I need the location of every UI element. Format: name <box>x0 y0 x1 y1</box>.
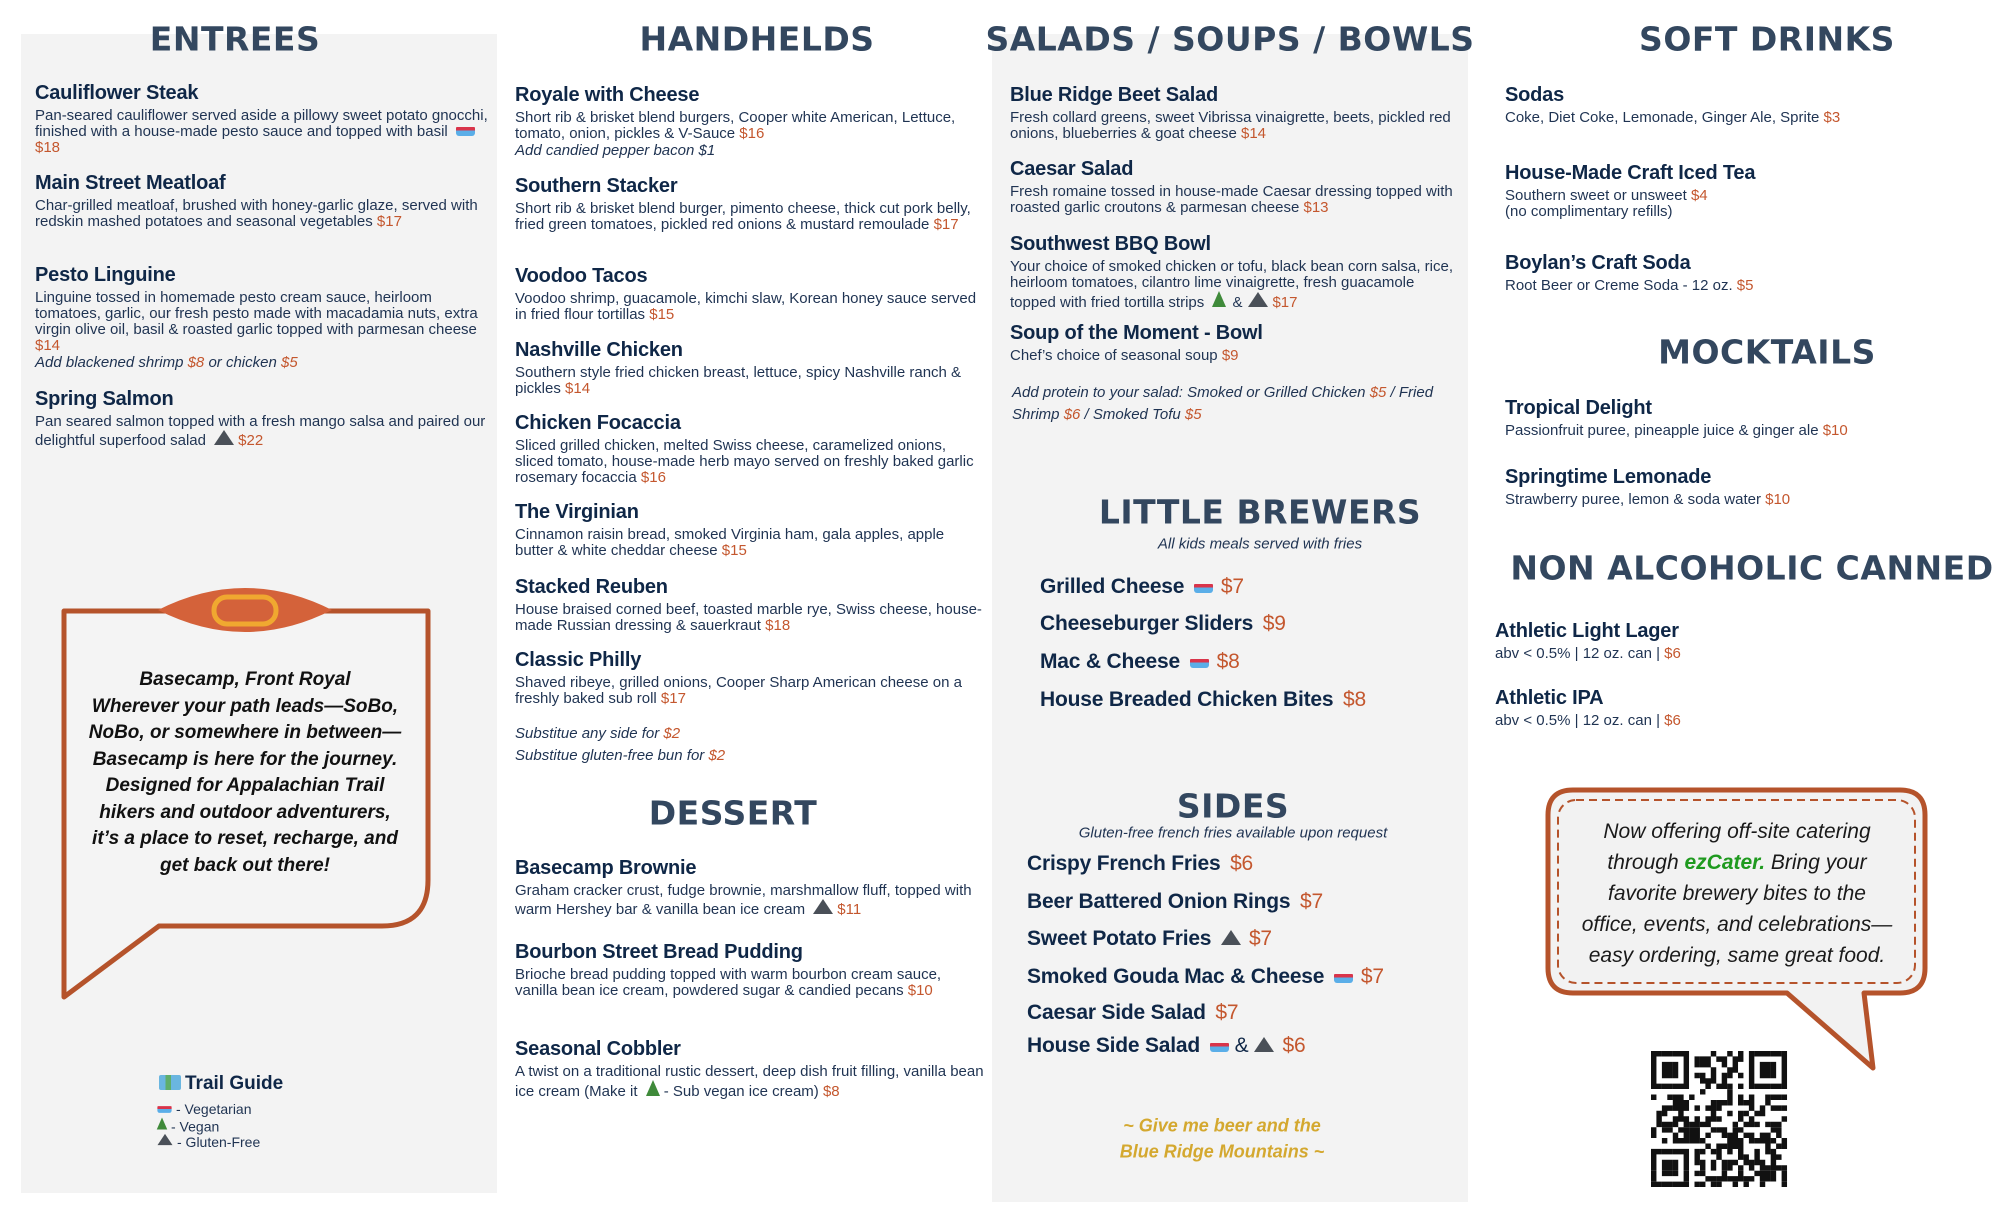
item-description <box>515 291 985 323</box>
menu-item <box>1027 890 1323 914</box>
item-description <box>515 438 985 486</box>
mountain-gluten-free-icon <box>158 1134 173 1145</box>
item-name: Mac & Cheese <box>1040 650 1180 673</box>
item-price: $8 <box>822 1083 840 1100</box>
item-description <box>35 290 490 354</box>
item-name: Crispy French Fries <box>1027 852 1221 875</box>
description-text: Char-grilled meatloaf, brushed with honey-garlic glaze, served with redskin mashed potatoes and seasonal vegetables <box>35 197 478 230</box>
item-price: $6 <box>1664 645 1681 662</box>
icon-joiner: & <box>1232 294 1243 311</box>
map-icon <box>159 1075 181 1090</box>
legend-label: - Gluten-Free <box>177 1134 261 1150</box>
item-price: $16 <box>640 469 666 486</box>
description-text: Passionfruit puree, pineapple juice & ginger ale <box>1505 422 1819 439</box>
item-price: $13 <box>1303 199 1329 216</box>
description-text: Short rib & brisket blend burgers, Cooper white American, Lettuce, tomato, onion, pickles & V-Sauce <box>515 109 956 142</box>
description-text: A twist on a traditional rustic dessert, deep dish fruit filling, vanilla bean ice cream (Make it <box>515 1063 984 1100</box>
menu-item <box>1040 650 1240 674</box>
note-price: $2 <box>663 725 681 742</box>
menu-item <box>515 576 985 634</box>
item-description <box>1010 348 1460 364</box>
item-description <box>1010 110 1460 142</box>
catering-line: favorite brewery bites to the <box>1608 882 1866 905</box>
note-price: $5 <box>280 354 298 371</box>
item-price: $10 <box>1822 422 1848 439</box>
item-price: $18 <box>765 617 791 634</box>
menu-item <box>515 857 985 918</box>
description-text: Linguine tossed in homemade pesto cream sauce, heirloom tomatoes, garlic, our fresh pesto made with macadamia nuts, extra virgin olive oil, basil & roasted garlic topped with parmesan cheese <box>35 289 478 338</box>
item-name: Soup of the Moment - Bowl <box>1010 322 1263 344</box>
menu-item <box>1027 1034 1305 1058</box>
menu-item <box>515 649 985 707</box>
description-text: Cinnamon raisin bread, smoked Virginia ham, gala apples, apple butter & white cheddar cheese <box>515 526 945 559</box>
menu-item <box>1505 162 1965 220</box>
description-text-2: - Sub vegan ice cream) <box>663 1083 819 1100</box>
callout-line: NoBo, or somewhere in between— <box>88 722 402 743</box>
item-description <box>515 883 985 918</box>
item-name: Main Street Meatloaf <box>35 172 226 194</box>
item-name: Spring Salmon <box>35 388 174 410</box>
menu-item <box>1040 575 1244 599</box>
description-text: Southern style fried chicken breast, lettuce, spicy Nashville ranch & pickles <box>515 364 962 397</box>
item-description <box>35 198 490 230</box>
canoe-vegetarian-icon <box>456 127 475 136</box>
item-name: Pesto Linguine <box>35 264 176 286</box>
callout-line: Basecamp is here for the journey. <box>92 748 398 770</box>
menu-item <box>1505 252 1965 294</box>
item-name: Caesar Side Salad <box>1027 1001 1206 1024</box>
description-text: Southern sweet or unsweet <box>1505 187 1687 204</box>
item-price: $18 <box>35 139 61 156</box>
canoe-vegetarian-icon <box>1334 974 1353 983</box>
item-price: $5 <box>1736 277 1754 294</box>
item-name: Bourbon Street Bread Pudding <box>515 941 803 963</box>
item-price: $11 <box>837 901 862 918</box>
item-price: $4 <box>1690 187 1708 204</box>
item-price: $17 <box>660 690 686 707</box>
catering-line <box>1607 851 1866 875</box>
note-text: / Fried Shrimp <box>1012 384 1434 423</box>
menu-item <box>1027 852 1253 876</box>
item-description <box>515 110 985 142</box>
item-name: Southwest BBQ Bowl <box>1010 233 1211 255</box>
description-text: Coke, Diet Coke, Lemonade, Ginger Ale, Sprite <box>1505 109 1820 126</box>
item-name: Athletic Light Lager <box>1495 620 1679 642</box>
legend-label: - Vegetarian <box>176 1101 252 1117</box>
item-description <box>515 967 985 999</box>
note-text: / Smoked Tofu <box>1080 406 1185 423</box>
description-text: Pan seared salmon topped with a fresh mango salsa and paired our delightful superfood salad <box>35 413 486 449</box>
item-price: $3 <box>1823 109 1841 126</box>
item-name: Smoked Gouda Mac & Cheese <box>1027 965 1325 988</box>
item-note <box>515 142 985 159</box>
item-description <box>515 1064 985 1100</box>
note-text: or chicken <box>204 354 281 371</box>
note-text: Add blackened shrimp <box>35 354 188 371</box>
item-description <box>1505 278 1965 294</box>
item-price: $8 <box>1343 688 1366 711</box>
item-price: $14 <box>565 380 591 397</box>
description-text: Strawberry puree, lemon & soda water <box>1505 491 1761 508</box>
item-price: $8 <box>1216 650 1240 673</box>
tree-vegan-icon <box>157 1118 168 1130</box>
item-name: Blue Ridge Beet Salad <box>1010 84 1219 106</box>
menu-item <box>1027 965 1384 989</box>
mountain-gluten-free-icon <box>813 899 833 914</box>
item-price: $14 <box>35 337 61 354</box>
note-price: $6 <box>1063 406 1081 423</box>
little-brewers-heading: LITTLE BREWERS <box>1098 492 1422 532</box>
menu-item <box>515 265 985 323</box>
item-price: $9 <box>1221 347 1239 364</box>
entrees-heading: ENTREES <box>149 19 321 59</box>
note-text: Add candied pepper bacon $1 <box>515 142 716 159</box>
sides-heading: SIDES <box>1176 786 1290 826</box>
item-description <box>515 602 985 634</box>
trail-guide-label: Trail Guide <box>185 1073 284 1094</box>
item-name: Sweet Potato Fries <box>1027 927 1212 950</box>
catering-line: easy ordering, same great food. <box>1588 944 1886 967</box>
item-name: Seasonal Cobbler <box>515 1038 681 1060</box>
description-line-2: (no complimentary refills) <box>1505 203 1673 220</box>
item-name: Stacked Reuben <box>515 576 668 598</box>
section-note <box>515 725 985 742</box>
description-text: abv < 0.5% | 12 oz. can | <box>1495 645 1660 662</box>
item-name: Royale with Cheese <box>515 84 700 106</box>
description-text: Chef’s choice of seasonal soup <box>1010 347 1218 364</box>
menu-item <box>515 175 985 233</box>
item-price: $10 <box>907 982 933 999</box>
item-price: $9 <box>1262 612 1286 635</box>
section-note <box>1012 382 1452 426</box>
description-text: Fresh collard greens, sweet Vibrissa vinaigrette, beets, pickled red onions, blueberries & goat cheese <box>1010 109 1451 142</box>
description-text: Brioche bread pudding topped with warm bourbon cream sauce, vanilla bean ice cream, powdered sugar & candied pecans <box>515 966 942 999</box>
canoe-vegetarian-icon <box>1194 584 1213 593</box>
mocktails-heading: MOCKTAILS <box>1658 332 1876 372</box>
menu-item <box>1040 612 1286 636</box>
item-name: Beer Battered Onion Rings <box>1027 890 1291 913</box>
menu-item <box>1505 466 1965 508</box>
item-name: Voodoo Tacos <box>515 265 648 287</box>
item-name: Caesar Salad <box>1010 158 1134 180</box>
item-price: $7 <box>1220 575 1244 598</box>
menu-item <box>515 1038 985 1100</box>
legend-item <box>155 1132 260 1150</box>
menu-item <box>1040 688 1366 712</box>
item-description <box>1010 184 1460 216</box>
note-price: $5 <box>1184 406 1202 423</box>
menu-item <box>35 82 490 156</box>
item-price: $17 <box>376 213 402 230</box>
menu-item <box>515 412 985 486</box>
tree-vegan-icon <box>1212 291 1226 307</box>
item-name: Nashville Chicken <box>515 339 683 361</box>
item-price: $17 <box>933 216 959 233</box>
catering-text: through <box>1607 851 1685 874</box>
qr-code <box>1651 1051 1787 1187</box>
description-text: Sliced grilled chicken, melted Swiss cheese, caramelized onions, sliced tomato, house-made herb mayo served on freshly baked garlic rosemary focaccia <box>515 437 974 486</box>
menu-item <box>515 501 985 559</box>
item-description <box>515 365 985 397</box>
item-price: $14 <box>1241 125 1267 142</box>
note-text: Add protein to your salad: Smoked or Grilled Chicken <box>1012 384 1370 401</box>
item-name: House Side Salad <box>1027 1034 1201 1057</box>
menu-item <box>1010 322 1460 364</box>
handhelds-heading: HANDHELDS <box>639 19 875 59</box>
callout-line: Basecamp, Front Royal <box>139 669 351 690</box>
qr-code-modules <box>1651 1051 1787 1187</box>
item-description <box>1010 259 1460 311</box>
item-price: $15 <box>649 306 675 323</box>
item-price: $6 <box>1282 1034 1306 1057</box>
note-text: Substitue gluten-free bun for <box>515 747 709 764</box>
item-description <box>35 414 490 449</box>
item-name: House-Made Craft Iced Tea <box>1505 162 1756 184</box>
item-description <box>1495 713 1955 729</box>
menu-item <box>1027 1001 1238 1025</box>
catering-line: Now offering off-site catering <box>1603 820 1871 843</box>
item-name: Cauliflower Steak <box>35 82 199 104</box>
menu-item <box>1027 927 1272 951</box>
item-name: Athletic IPA <box>1495 687 1604 709</box>
item-description <box>515 675 985 707</box>
item-name: Classic Philly <box>515 649 642 671</box>
note-price: $5 <box>1369 384 1387 401</box>
description-text: Pan-seared cauliflower served aside a pillowy sweet potato gnocchi, finished with a house-made pesto sauce and topped with basil <box>35 107 488 140</box>
menu-item <box>515 339 985 397</box>
item-name: Grilled Cheese <box>1040 575 1185 598</box>
item-price: $22 <box>238 432 264 449</box>
callout-line: it’s a place to reset, recharge, and <box>92 828 398 849</box>
menu-item <box>1505 84 1965 126</box>
callout-line: Wherever your path leads—SoBo, <box>91 695 399 717</box>
note-text: Substitue any side for <box>515 725 664 742</box>
menu-item <box>1495 620 1955 662</box>
description-text: Fresh romaine tossed in house-made Caesar dressing topped with roasted garlic croutons & parmesan cheese <box>1010 183 1453 216</box>
item-name: House Breaded Chicken Bites <box>1040 688 1334 711</box>
item-name: Basecamp Brownie <box>515 857 697 879</box>
item-price: $17 <box>1272 294 1298 311</box>
section-subtitle: All kids meals served with fries <box>1157 535 1363 553</box>
dessert-heading: DESSERT <box>648 793 818 833</box>
item-price: $6 <box>1664 712 1681 729</box>
item-name: Tropical Delight <box>1505 397 1652 419</box>
canoe-vegetarian-icon <box>157 1106 171 1113</box>
quote-line: Blue Ridge Mountains ~ <box>1119 1141 1325 1162</box>
callout-line: get back out there! <box>160 854 330 876</box>
menu-item <box>1010 233 1460 311</box>
quote-line: ~ Give me beer and the <box>1123 1115 1321 1136</box>
section-subtitle: Gluten-free french fries available upon request <box>1078 824 1388 842</box>
menu-item <box>35 172 490 230</box>
item-name: The Virginian <box>515 501 639 523</box>
description-text: House braised corned beef, toasted marble rye, Swiss cheese, house-made Russian dressing & sauerkraut <box>515 601 982 634</box>
description-text: abv < 0.5% | 12 oz. can | <box>1495 712 1660 729</box>
menu-item <box>1495 687 1955 729</box>
catering-line: office, events, and celebrations— <box>1581 913 1893 936</box>
item-note <box>35 354 490 371</box>
salads-heading: SALADS / SOUPS / BOWLS <box>985 19 1475 59</box>
description-text: Short rib & brisket blend burger, pimento cheese, thick cut pork belly, fried green tomatoes, pickled red onions & mustard remoulade <box>515 200 971 233</box>
trail-guide-title <box>155 1073 283 1095</box>
callout-line: hikers and outdoor adventurers, <box>99 801 391 823</box>
item-price: $7 <box>1248 927 1272 950</box>
description-text: Voodoo shrimp, guacamole, kimchi slaw, Korean honey sauce served in fried flour tortillas <box>515 290 977 323</box>
item-price: $7 <box>1360 965 1384 988</box>
description-text: Shaved ribeye, grilled onions, Cooper Sharp American cheese on a freshly baked sub roll <box>515 674 962 707</box>
item-name: Boylan’s Craft Soda <box>1505 252 1691 274</box>
tree-vegan-icon <box>646 1080 660 1096</box>
callout-line: Designed for Appalachian Trail <box>105 775 385 796</box>
item-name: Cheeseburger Sliders <box>1040 612 1254 635</box>
item-price: $7 <box>1215 1001 1239 1024</box>
soft-drinks-heading: SOFT DRINKS <box>1639 19 1895 59</box>
note-price: $2 <box>708 747 726 764</box>
item-description <box>1495 646 1955 662</box>
mountain-gluten-free-icon <box>214 430 234 445</box>
item-description <box>1505 423 1965 439</box>
description-text: Graham cracker crust, fudge brownie, marshmallow fluff, topped with warm Hershey bar & vanilla bean ice cream <box>515 882 972 918</box>
item-name: Southern Stacker <box>515 175 678 197</box>
item-price: $7 <box>1300 890 1323 913</box>
mountain-gluten-free-icon <box>1221 930 1241 945</box>
menu-item <box>1505 397 1965 439</box>
item-description <box>1505 492 1965 508</box>
menu-item <box>515 941 985 999</box>
mountain-gluten-free-icon <box>1254 1037 1274 1052</box>
menu-item <box>1010 84 1460 142</box>
legend-label: - Vegan <box>171 1118 220 1135</box>
item-price: $6 <box>1230 852 1254 875</box>
item-price: $15 <box>721 542 747 559</box>
canoe-vegetarian-icon <box>1210 1043 1229 1052</box>
catering-text: Bring your <box>1765 851 1867 874</box>
menu-item <box>35 388 490 449</box>
item-description <box>35 108 490 156</box>
menu-item <box>1010 158 1460 216</box>
description-text: Root Beer or Creme Soda - 12 oz. <box>1505 277 1733 294</box>
item-name: Chicken Focaccia <box>515 412 681 434</box>
section-note <box>515 747 985 764</box>
mountain-gluten-free-icon <box>1248 292 1268 307</box>
menu-item <box>35 264 490 371</box>
menu-item <box>515 84 985 159</box>
note-price: $8 <box>187 354 205 371</box>
item-description <box>1505 110 1965 126</box>
ezcater-link[interactable]: ezCater. <box>1684 851 1766 874</box>
item-name: Springtime Lemonade <box>1505 466 1712 488</box>
item-name: Sodas <box>1505 84 1565 106</box>
canoe-vegetarian-icon <box>1190 659 1209 668</box>
item-description <box>515 201 985 233</box>
item-description <box>515 527 985 559</box>
non-alcoholic-canned-heading: NON ALCOHOLIC CANNED <box>1510 548 1994 588</box>
description-text: Your choice of smoked chicken or tofu, black bean corn salsa, rice, heirloom tomatoes, cilantro lime vinaigrette, fresh guacamole topped with fried tortilla strips <box>1010 258 1454 311</box>
item-price: $16 <box>739 125 765 142</box>
item-description <box>1505 188 1965 220</box>
item-price: $10 <box>1765 491 1791 508</box>
icon-joiner: & <box>1234 1034 1249 1057</box>
